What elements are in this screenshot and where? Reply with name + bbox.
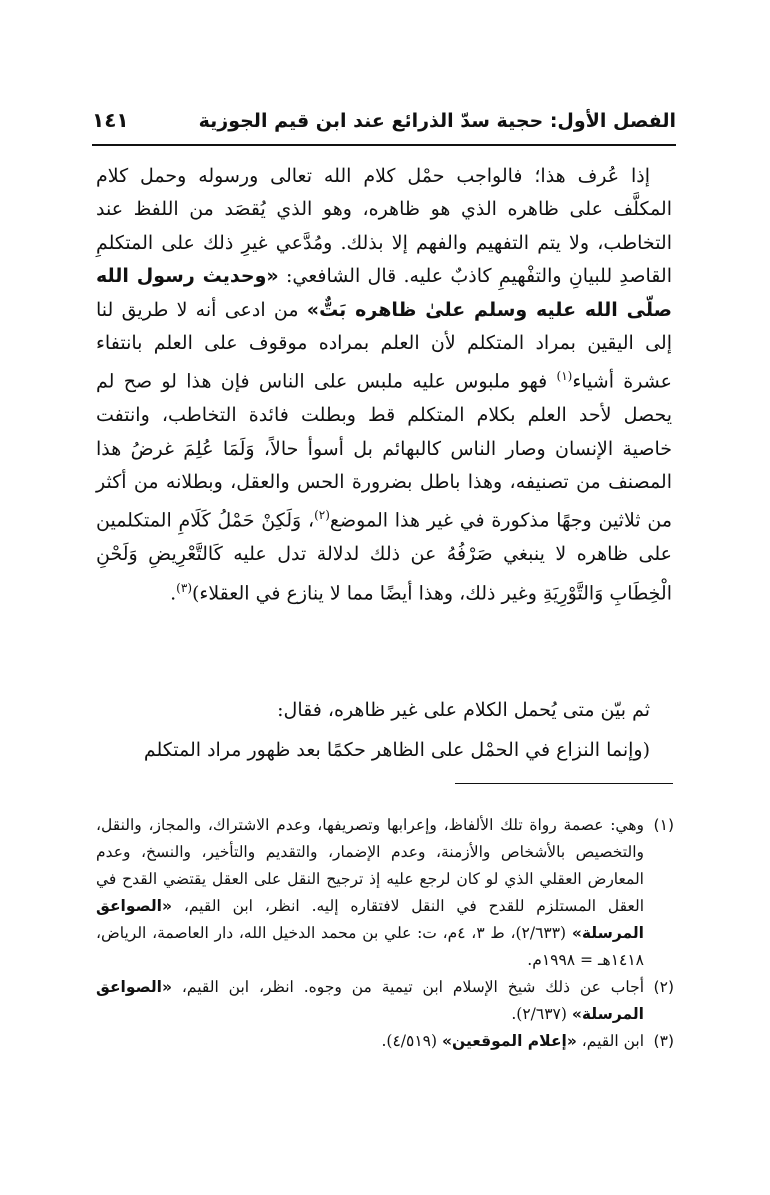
footnote-2: [96, 974, 674, 1028]
footnote-text-part: (٤/٥١٩).: [381, 1032, 442, 1050]
book-title: «الصواعق المرسلة»: [96, 897, 644, 942]
footnote-divider: [455, 783, 673, 784]
book-title: «إعلام الموقعين»: [441, 1032, 577, 1050]
footnote-ref-1[interactable]: (١): [556, 369, 573, 384]
footnotes: [96, 812, 674, 1055]
footnote-ref-2[interactable]: (٢): [314, 508, 330, 523]
footnote-text-part: (٢/٦٣٣)، ط ٣، ٤م، ت: علي بن محمد الدخيل الله، دار العاصمة، الرياض، ١٤١٨هـ = ١٩٩٨م.: [96, 924, 644, 969]
footnote-3: [96, 1028, 674, 1055]
footnote-text: [96, 974, 644, 1028]
paragraph-text: إذا عُرف هذا؛ فالواجب حمْل كلام الله تعالى ورسوله وحمل كلام المكلَّف على ظاهره الذي هو ظاهره، وهو الذي يُقصَد من اللفظ عند التخاطب، ولا يتم التفهيم والفهم إلا بذلك. ومُدَّعي غيرِ ذلك على المتكلمِ القاصدِ للبيانِ والتفْهيمِ كاذبٌ عليه. قال الشافعي:: [96, 165, 672, 288]
footnote-text: [96, 1028, 644, 1055]
hadith-quote: «وحديث رسول الله صلّى الله عليه وسلم علىٰ ظاهره بَتٌّ»: [96, 265, 672, 321]
footnote-text: [96, 812, 644, 974]
paragraph-text: من ادعى أنه لا طريق لنا إلى اليقين بمراد المتكلم لأن العلم بمراده موقوف على العلم بانتفاء عشرة أشياء: [96, 298, 672, 393]
header-divider: [92, 144, 676, 146]
footnote-number: (١): [653, 816, 674, 834]
footnote-text-part: وهي: عصمة رواة تلك الألفاظ، وإعرابها وتصريفها، وعدم الاشتراك، والمجاز، والنقل، والتخصيص بالأشخاص والأزمنة، وعدم الإضمار، والتقديم والتأخير، والنسخ، وعدم المعارض العقلي الذي لو كان لرجع عليه إذ ترجيح النقل على العقل يقتضي القدح في العقل المستلزم للقدح في النقل لافتقاره إليه. انظر، ابن القيم،: [96, 816, 644, 915]
footnote-1: [96, 812, 674, 974]
footnote-text-part: (٢/٦٣٧).: [511, 1005, 572, 1023]
main-paragraph: [96, 160, 672, 610]
footnote-text-part: ابن القيم،: [576, 1032, 644, 1050]
page-number: ١٤١: [92, 108, 129, 132]
chapter-title: الفصل الأول: حجية سدّ الذرائع عند ابن قيم الجوزية: [198, 110, 676, 132]
book-title: «الصواعق المرسلة»: [96, 978, 644, 1023]
running-header: [92, 108, 676, 142]
footnote-number: (٢): [653, 978, 674, 996]
paragraph-end: .: [170, 581, 177, 604]
paragraph-text: فهو ملبوس عليه ملبس على الناس فإن هذا لو صح لم يحصل لأحد العلم بكلام المتكلم قط وبطلت فائدة التخاطب، وانتفت خاصية الإنسان وصار الناس كالبهائم بل أسوأ حالاً، وَلَمَا عُلِمَ غرضُ هذا المصنف من تصنيفه، وهذا باطل بضرورة الحس والعقل، وبطلانه من أكثر من ثلاثين وجهًا مذكورة في غير هذا الموضع: [96, 370, 672, 532]
footnote-text-part: أجاب عن ذلك شيخ الإسلام ابن تيمية من وجوه. انظر، ابن القيم،: [172, 978, 644, 996]
paragraph-text: ، وَلَكِنْ حَمْلُ كَلَامِ المتكلمين على ظاهره لا ينبغي صَرْفُهُ عن ذلك لدلالة تدل عليه كَالتَّعْرِيضِ وَلَحْنِ الْخِطَابِ وَالتَّوْرِيَةِ وغير ذلك، وهذا أيضًا مما لا ينازع في العقلاء): [96, 509, 672, 604]
quote-text: (وإنما النزاع في الحمْل على الظاهر حكمًا بعد ظهور مراد المتكلم: [143, 739, 650, 761]
quote-intro: ثم بيّن متى يُحمل الكلام على غير ظاهره، فقال:: [277, 699, 650, 721]
footnote-number: (٣): [653, 1032, 674, 1050]
footnote-ref-3[interactable]: (٣): [176, 580, 192, 595]
